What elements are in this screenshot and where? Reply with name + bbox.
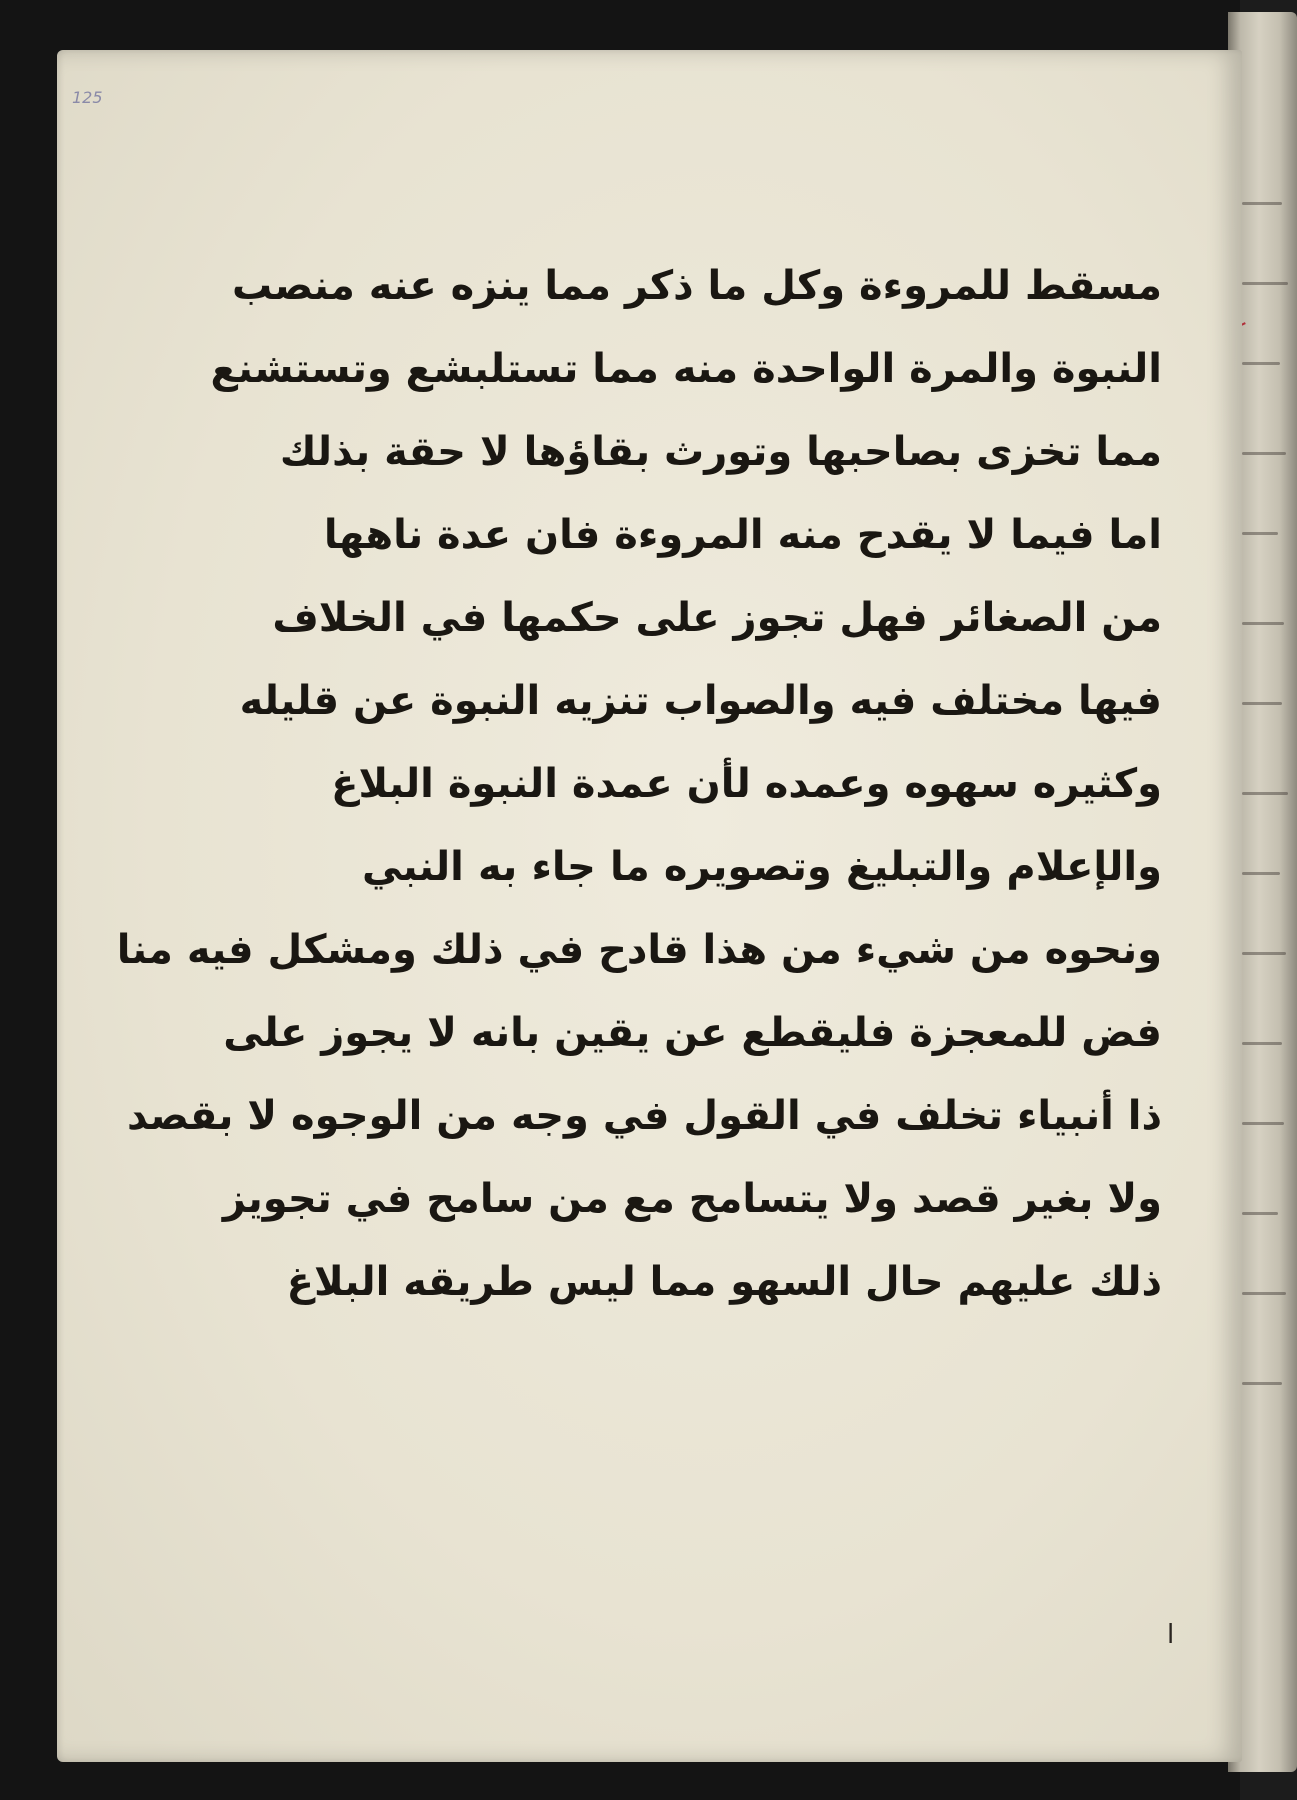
text-line-11: ذا أنبياء تخلف في القول في وجه من الوجوه لا بقصد [127,1093,1162,1139]
text-line-4: اما فيما لا يقدح منه المروءة فان عدة ناهها [323,512,1162,558]
text-line-12: ولا بغير قصد ولا يتسامح مع من سامح في تجويز [222,1176,1162,1222]
bleed-through-line [1242,952,1286,955]
text-line-6: فيها مختلف فيه والصواب تنزيه النبوة عن قليله [239,678,1162,724]
bleed-through-line [1242,282,1288,285]
text-line-8: والإعلام والتبليغ وتصويره ما جاء به النبي [362,844,1162,890]
catchword-mark: ا [1167,1620,1175,1650]
bleed-through-line [1242,362,1280,365]
text-line-5: من الصغائر فهل تجوز على حكمها في الخلاف [272,595,1162,641]
bleed-through-line [1242,792,1288,795]
bleed-through-line [1242,532,1278,535]
text-line-9: ونحوه من شيء من هذا قادح في ذلك ومشكل فيه منا [116,927,1162,973]
folio-number: 125 [72,88,103,107]
text-line-7: وكثيره سهوه وعمده لأن عمدة النبوة البلاغ [331,761,1162,807]
bleed-through-line [1242,452,1286,455]
text-line-2: النبوة والمرة الواحدة منه مما تستلبشع وتستشنع [210,346,1162,392]
text-line-10: فض للمعجزة فليقطع عن يقين بانه لا يجوز على [223,1010,1162,1056]
text-line-3: مما تخزى بصاحبها وتورث بقاؤها لا حقة بذلك [279,429,1162,475]
text-line-13: ذلك عليهم حال السهو مما ليس طريقه البلاغ [286,1259,1162,1305]
bleed-through-line [1242,1382,1282,1385]
bleed-through-line [1242,702,1282,705]
text-line-1: مسقط للمروءة وكل ما ذكر مما ينزه عنه منصب [232,263,1162,309]
bleed-through-line [1242,622,1284,625]
bleed-through-line [1242,1212,1278,1215]
bleed-through-line [1242,1122,1284,1125]
bleed-through-line [1242,1292,1286,1295]
bleed-through-line [1242,872,1280,875]
manuscript-page [57,50,1242,1762]
bleed-through-line [1242,1042,1282,1045]
text-block [116,245,1162,1324]
bleed-through-line [1242,202,1282,205]
